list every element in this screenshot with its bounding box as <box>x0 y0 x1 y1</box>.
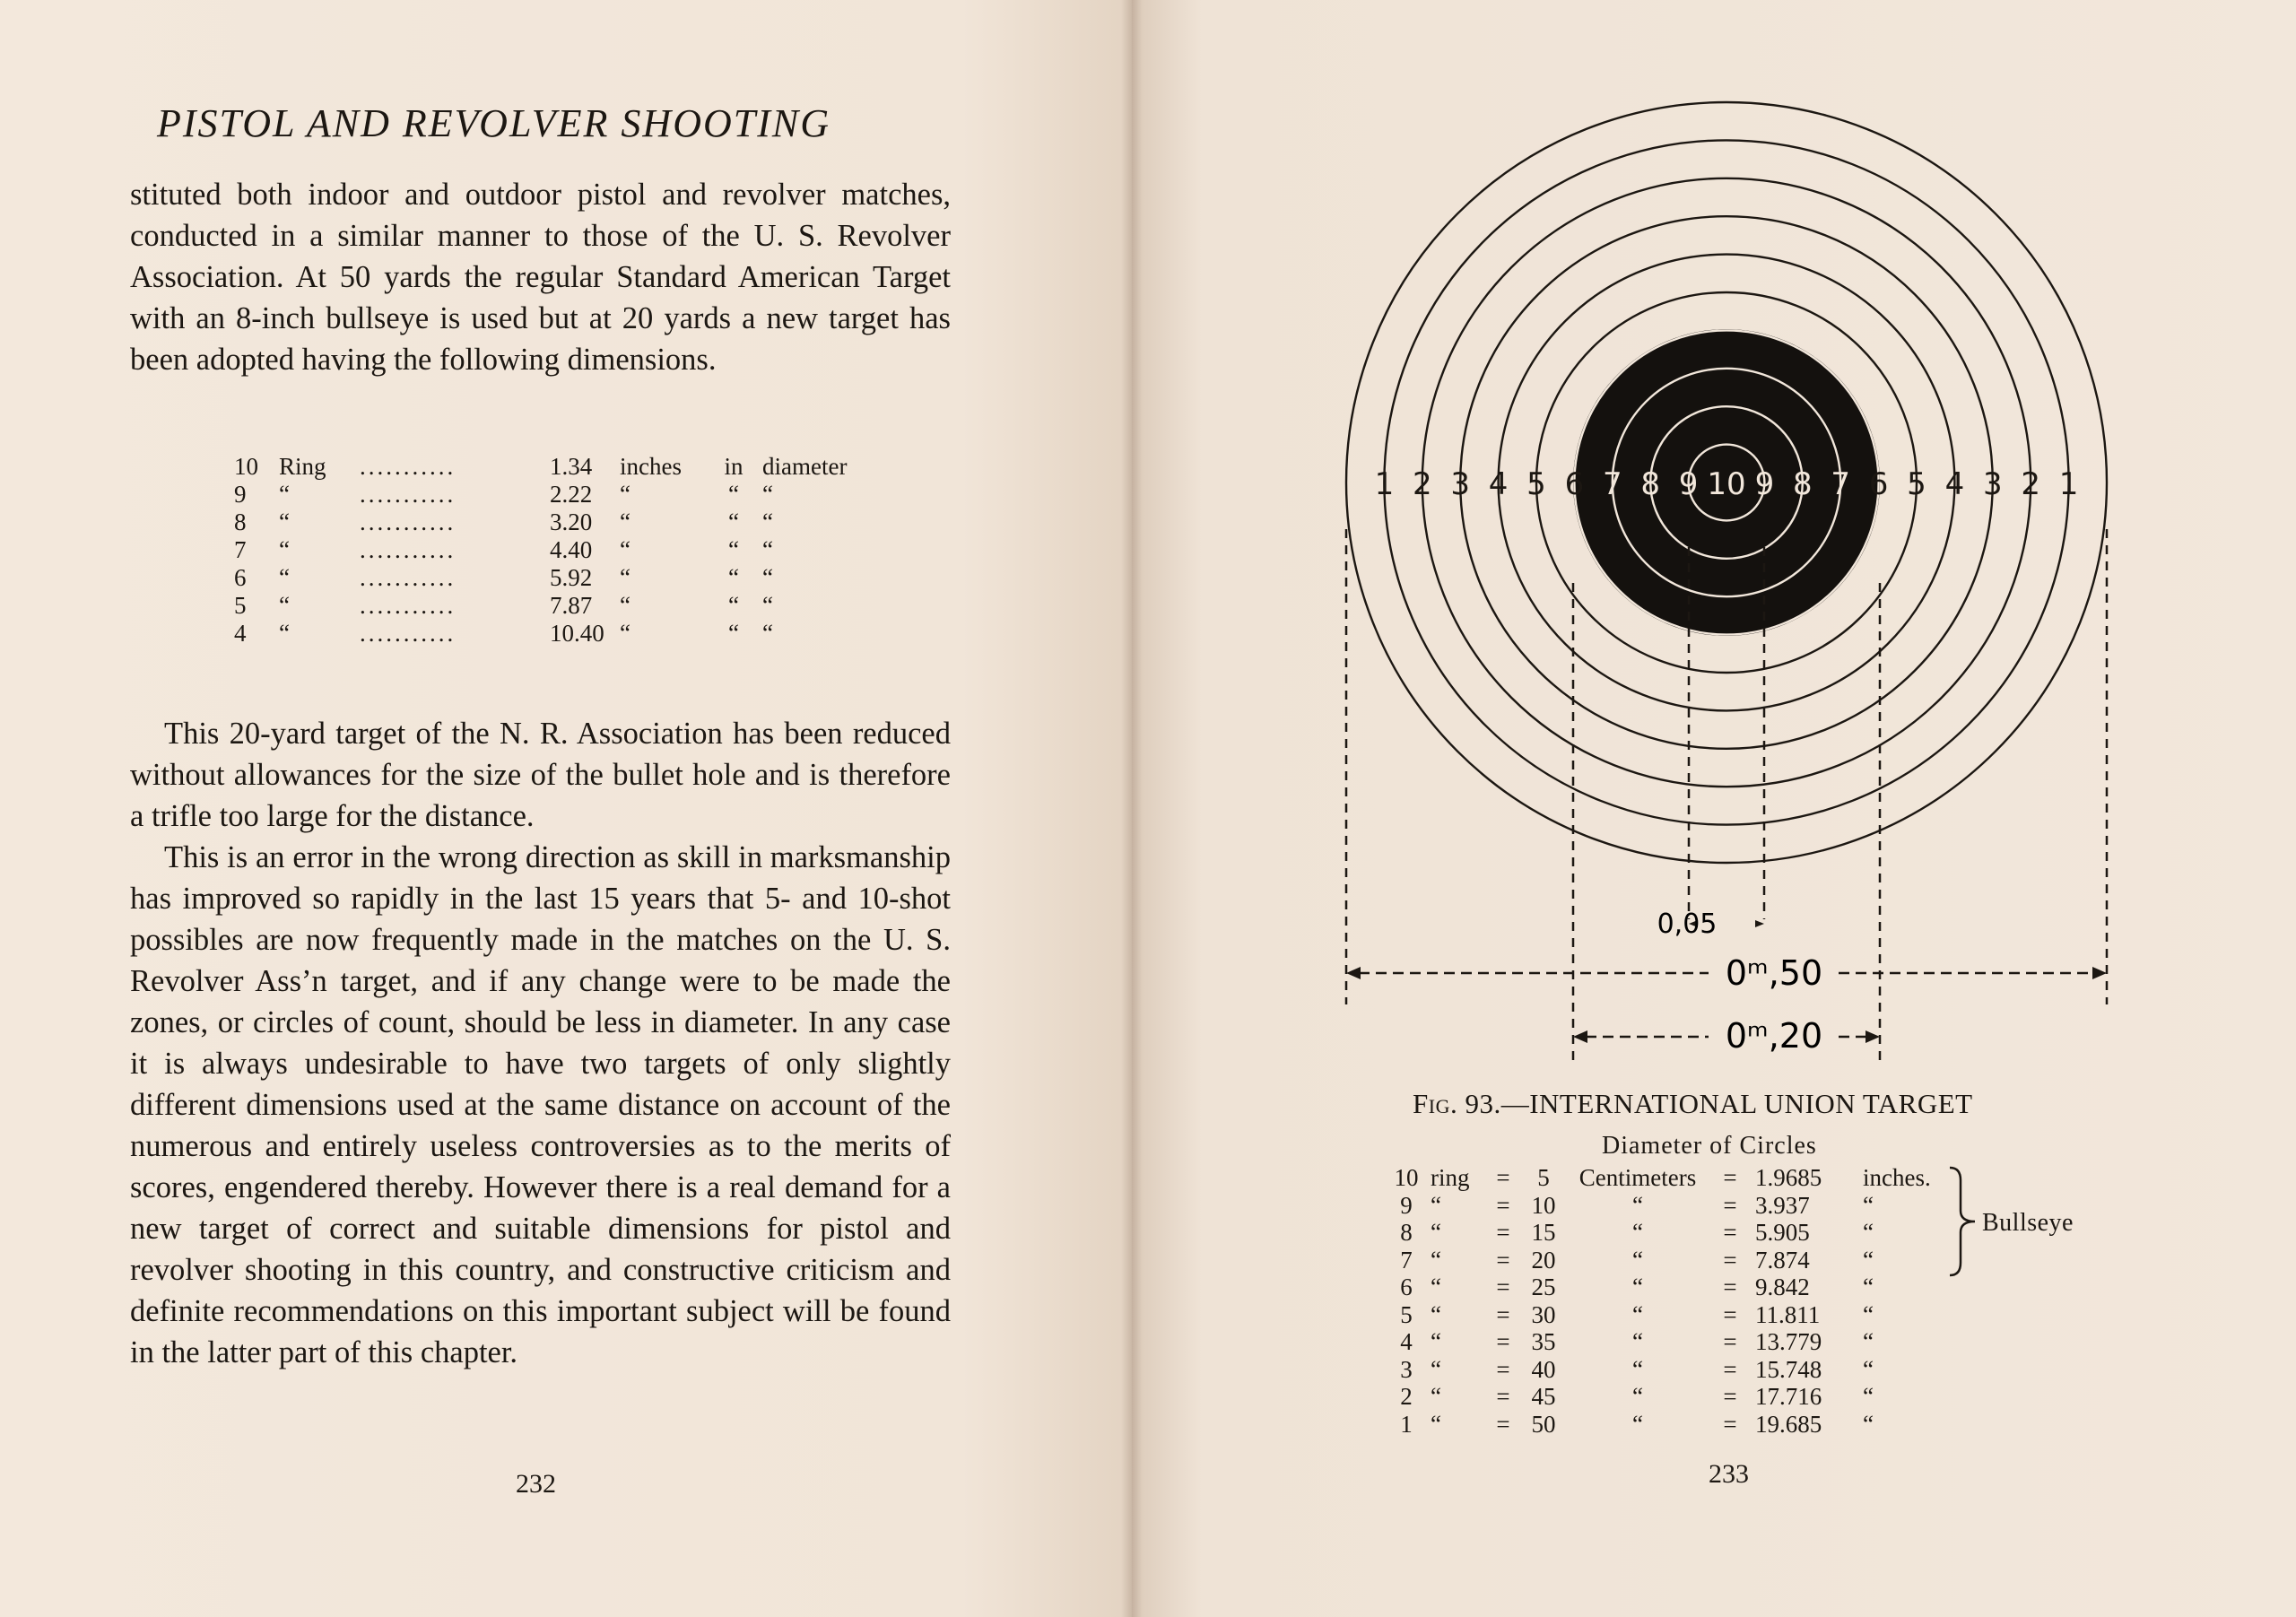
table-row <box>229 536 866 564</box>
table-cell-label: “ <box>1431 1246 1441 1274</box>
table-cell-ring: 6 <box>1400 1274 1413 1300</box>
ring-label: 10 <box>1707 466 1746 502</box>
ring-label: 5 <box>1526 466 1546 502</box>
table-cell-unit2: “ <box>1863 1191 1874 1219</box>
table-cell-ring: 8 <box>234 509 247 535</box>
table-row <box>1386 1274 1947 1301</box>
running-head: PISTOL AND REVOLVER SHOOTING <box>157 101 831 145</box>
table-cell-unit2: “ <box>1863 1219 1874 1246</box>
table-cell-u1: inches <box>620 453 682 480</box>
table-cell-eq2: = <box>1723 1328 1737 1355</box>
table-cell-label: “ <box>1431 1355 1441 1383</box>
table-cell-u3: “ <box>762 592 773 619</box>
ring-label: 5 <box>1907 466 1926 502</box>
arrowhead <box>1573 1030 1587 1043</box>
table-cell-unit2: “ <box>1863 1274 1874 1300</box>
table-cell-eq1: = <box>1496 1219 1510 1246</box>
table-cell-label: “ <box>1431 1383 1441 1410</box>
table-cell-inches: 1.9685 <box>1755 1164 1822 1191</box>
table-cell-value: 7.87 <box>550 592 593 619</box>
table-cell-label: “ <box>279 592 290 619</box>
table-cell-ring: 4 <box>234 620 247 647</box>
table-cell-ring: 7 <box>234 536 247 563</box>
ring-label: 7 <box>1831 466 1851 502</box>
ring-label: 7 <box>1602 466 1622 502</box>
table-cell-unit2: “ <box>1863 1246 1874 1274</box>
ring-label: 8 <box>1640 466 1661 502</box>
table-row <box>1386 1411 1947 1439</box>
table-cell-inches: 7.874 <box>1755 1246 1810 1274</box>
paragraph-error <box>130 837 951 1373</box>
table-cell-unit2: “ <box>1863 1300 1874 1328</box>
table-cell-eq1: = <box>1496 1164 1510 1191</box>
table-cell-dots: ........... <box>360 564 457 591</box>
table-cell-unit2: “ <box>1863 1383 1874 1410</box>
table-cell-ring: 10 <box>1394 1164 1419 1191</box>
table-cell-label: “ <box>279 481 290 508</box>
table-cell-value: 4.40 <box>550 536 593 563</box>
dim-label-inner: 0,05 <box>1657 908 1718 940</box>
table-cell-dots: ........... <box>360 453 457 480</box>
bullseye-brace <box>1948 1166 1980 1278</box>
arrowhead <box>1866 1030 1880 1043</box>
table-cell-cm: 40 <box>1531 1355 1556 1383</box>
table-cell-cm: 15 <box>1531 1219 1556 1246</box>
table-row <box>1386 1301 1947 1329</box>
table-cell-unit: “ <box>1632 1274 1643 1300</box>
table-cell-eq1: = <box>1496 1410 1510 1438</box>
table-cell-label: “ <box>1431 1410 1441 1438</box>
table-cell-unit: “ <box>1632 1355 1643 1383</box>
table-cell-unit: “ <box>1632 1191 1643 1219</box>
table-cell-eq2: = <box>1723 1164 1737 1191</box>
table-row <box>229 620 866 648</box>
arrowhead <box>1755 920 1764 927</box>
table-row <box>1386 1192 1947 1220</box>
table-cell-ring: 6 <box>234 564 247 591</box>
table-cell-unit: “ <box>1632 1410 1643 1438</box>
table-cell-eq1: = <box>1496 1300 1510 1328</box>
ring-label: 3 <box>1450 466 1471 502</box>
table-cell-ring: 2 <box>1400 1383 1413 1410</box>
table-cell-eq2: = <box>1723 1383 1737 1410</box>
table-cell-u2: “ <box>728 592 739 619</box>
table-cell-cm: 45 <box>1531 1383 1556 1410</box>
table-cell-unit: “ <box>1632 1300 1643 1328</box>
table-cell-dots: ........... <box>360 481 457 508</box>
table-cell-eq1: = <box>1496 1246 1510 1274</box>
table-row <box>1386 1164 1947 1192</box>
ring-label: 4 <box>1488 466 1509 502</box>
ring-label: 4 <box>1944 466 1965 502</box>
table-cell-unit: Centimeters <box>1578 1164 1697 1191</box>
table-cell-u3: “ <box>762 564 773 591</box>
arrowhead <box>1346 967 1361 979</box>
figure-number: Fig. 93. <box>1413 1088 1501 1119</box>
table-cell-ring: 4 <box>1400 1328 1413 1355</box>
arrowhead <box>2092 967 2107 979</box>
table-cell-ring: 7 <box>1400 1246 1413 1274</box>
table-row <box>229 564 866 592</box>
table-cell-cm: 50 <box>1531 1410 1556 1438</box>
table-cell-u3: “ <box>762 620 773 647</box>
table-cell-unit2: “ <box>1863 1410 1874 1438</box>
table-cell-u3: “ <box>762 481 773 508</box>
table-cell-unit: “ <box>1632 1383 1643 1410</box>
table-row <box>1386 1383 1947 1411</box>
circles-heading: Diameter of Circles <box>1602 1132 1817 1160</box>
paragraph-text: stituted both indoor and outdoor pistol and revolver matches, conducted in a similar manner to those of the U. S. Revolver Association. At 50 yards the regular Standard American Target with an 8-inch bullseye is used but at 20 yards a new target has been adopted having the following dimensions. <box>130 178 951 377</box>
dim-label-black: 0ᵐ,20 <box>1725 1016 1823 1056</box>
table-cell-eq1: = <box>1496 1383 1510 1410</box>
table-cell-eq1: = <box>1496 1328 1510 1355</box>
table-cell-label: “ <box>279 509 290 535</box>
ring-label: 3 <box>1982 466 2003 502</box>
ring-label: 8 <box>1792 466 1813 502</box>
table-cell-label: “ <box>279 536 290 563</box>
table-row <box>229 453 866 481</box>
ring-label: 6 <box>1868 466 1889 502</box>
circle-diameters-table <box>1386 1164 1947 1438</box>
table-cell-ring: 10 <box>234 453 258 480</box>
table-cell-inches: 5.905 <box>1755 1219 1810 1246</box>
paragraph-nra-target <box>130 713 951 837</box>
table-cell-label: “ <box>1431 1300 1441 1328</box>
table-row <box>1386 1219 1947 1247</box>
table-cell-u2: “ <box>728 509 739 535</box>
table-cell-cm: 35 <box>1531 1328 1556 1355</box>
table-row <box>1386 1247 1947 1274</box>
table-cell-dots: ........... <box>360 536 457 563</box>
table-cell-label: “ <box>1431 1219 1441 1246</box>
table-cell-unit2: inches. <box>1863 1164 1931 1191</box>
table-cell-eq2: = <box>1723 1410 1737 1438</box>
table-cell-ring: 5 <box>234 592 247 619</box>
international-union-target-figure <box>1327 81 2126 1085</box>
table-cell-u2: “ <box>728 620 739 647</box>
table-cell-label: ring <box>1431 1164 1470 1191</box>
table-cell-eq1: = <box>1496 1191 1510 1219</box>
table-cell-label: “ <box>1431 1191 1441 1219</box>
table-cell-ring: 5 <box>1400 1300 1413 1328</box>
table-cell-inches: 11.811 <box>1755 1300 1821 1328</box>
ring-number-labels <box>1375 466 2079 502</box>
table-cell-ring: 9 <box>234 481 247 508</box>
ring-label: 1 <box>2058 466 2079 502</box>
table-cell-eq2: = <box>1723 1274 1737 1300</box>
ring-label: 1 <box>1374 466 1395 502</box>
table-cell-inches: 13.779 <box>1755 1328 1822 1355</box>
table-cell-ring: 3 <box>1400 1355 1413 1383</box>
table-cell-eq1: = <box>1496 1355 1510 1383</box>
table-cell-value: 10.40 <box>550 620 604 647</box>
table-cell-unit2: “ <box>1863 1355 1874 1383</box>
table-cell-u3: “ <box>762 536 773 563</box>
ring-dimensions-table <box>229 453 866 648</box>
table-cell-inches: 15.748 <box>1755 1355 1822 1383</box>
table-cell-u2: “ <box>728 481 739 508</box>
dim-label-outer: 0ᵐ,50 <box>1725 953 1823 993</box>
page-number-left: 232 <box>516 1469 556 1499</box>
table-cell-inches: 9.842 <box>1755 1274 1810 1300</box>
table-row <box>229 592 866 620</box>
table-cell-unit: “ <box>1632 1219 1643 1246</box>
table-cell-unit2: “ <box>1863 1328 1874 1355</box>
table-cell-label: Ring <box>279 453 326 480</box>
table-cell-u1: “ <box>620 564 631 591</box>
table-cell-inches: 3.937 <box>1755 1191 1810 1219</box>
table-cell-cm: 20 <box>1531 1246 1556 1274</box>
figure-title: —INTERNATIONAL UNION TARGET <box>1500 1088 1973 1119</box>
table-cell-eq2: = <box>1723 1191 1737 1219</box>
figure-caption <box>1413 1088 1973 1120</box>
paragraph-text: This 20-yard target of the N. R. Association has been reduced without allowances for the size of the bullet hole and is therefore a trifle too large for the distance. <box>130 717 951 833</box>
bullseye-label: Bullseye <box>1982 1209 2074 1237</box>
ring-label: 9 <box>1678 466 1699 502</box>
table-row <box>1386 1328 1947 1356</box>
table-cell-u2: “ <box>728 564 739 591</box>
paragraph-intro <box>130 174 951 380</box>
table-cell-dots: ........... <box>360 509 457 535</box>
table-cell-u3: diameter <box>762 453 848 480</box>
ring-label: 6 <box>1564 466 1585 502</box>
table-cell-u1: “ <box>620 620 631 647</box>
table-cell-label: “ <box>279 564 290 591</box>
table-cell-u1: “ <box>620 509 631 535</box>
table-cell-eq2: = <box>1723 1300 1737 1328</box>
table-row <box>1386 1356 1947 1384</box>
table-cell-cm: 10 <box>1531 1191 1556 1219</box>
book-gutter <box>1121 0 1143 1617</box>
table-cell-dots: ........... <box>360 592 457 619</box>
table-cell-value: 1.34 <box>550 453 593 480</box>
table-row <box>229 481 866 509</box>
table-cell-dots: ........... <box>360 620 457 647</box>
table-cell-ring: 8 <box>1400 1219 1413 1246</box>
table-cell-inches: 19.685 <box>1755 1410 1822 1438</box>
table-cell-label: “ <box>1431 1274 1441 1300</box>
table-cell-u1: “ <box>620 481 631 508</box>
paragraph-text: This is an error in the wrong direction as skill in marksmanship has improved so rapidly in the last 15 years that 5- and 10-shot possibles are now frequently made in the matches on the U. S. Revolver Ass’n target, and if any change were to be made the zones, or circles of count, should be less in diameter. In any case it is always undesirable to have two targets of only slightly different dimensions used at the same distance on account of the numerous and entirely useless controversies as to the merits of scores, engendered thereby. However there is a real demand for a new target of correct and suitable dimensions for pistol and revolver shooting in this country, and constructive criticism and definite recommendations on this important subject will be found in the latter part of this chapter. <box>130 840 951 1369</box>
table-cell-value: 5.92 <box>550 564 593 591</box>
table-cell-cm: 5 <box>1537 1164 1550 1191</box>
table-cell-u2: “ <box>728 536 739 563</box>
table-cell-eq2: = <box>1723 1355 1737 1383</box>
ring-label: 9 <box>1754 466 1775 502</box>
table-cell-label: “ <box>1431 1328 1441 1355</box>
table-cell-value: 2.22 <box>550 481 593 508</box>
table-cell-ring: 1 <box>1400 1410 1413 1438</box>
table-cell-eq2: = <box>1723 1219 1737 1246</box>
table-cell-eq2: = <box>1723 1246 1737 1274</box>
table-cell-unit: “ <box>1632 1328 1643 1355</box>
table-cell-u2: in <box>724 453 744 480</box>
ring-label: 2 <box>1412 466 1432 502</box>
table-row <box>229 509 866 536</box>
table-cell-eq1: = <box>1496 1274 1510 1300</box>
table-cell-u1: “ <box>620 592 631 619</box>
table-cell-cm: 25 <box>1531 1274 1556 1300</box>
table-cell-ring: 9 <box>1400 1191 1413 1219</box>
table-cell-inches: 17.716 <box>1755 1383 1822 1410</box>
page-number-right: 233 <box>1709 1459 1749 1489</box>
table-cell-cm: 30 <box>1531 1300 1556 1328</box>
table-cell-unit: “ <box>1632 1246 1643 1274</box>
table-cell-label: “ <box>279 620 290 647</box>
ring-label: 2 <box>2021 466 2041 502</box>
table-cell-u1: “ <box>620 536 631 563</box>
table-cell-u3: “ <box>762 509 773 535</box>
table-cell-value: 3.20 <box>550 509 593 535</box>
